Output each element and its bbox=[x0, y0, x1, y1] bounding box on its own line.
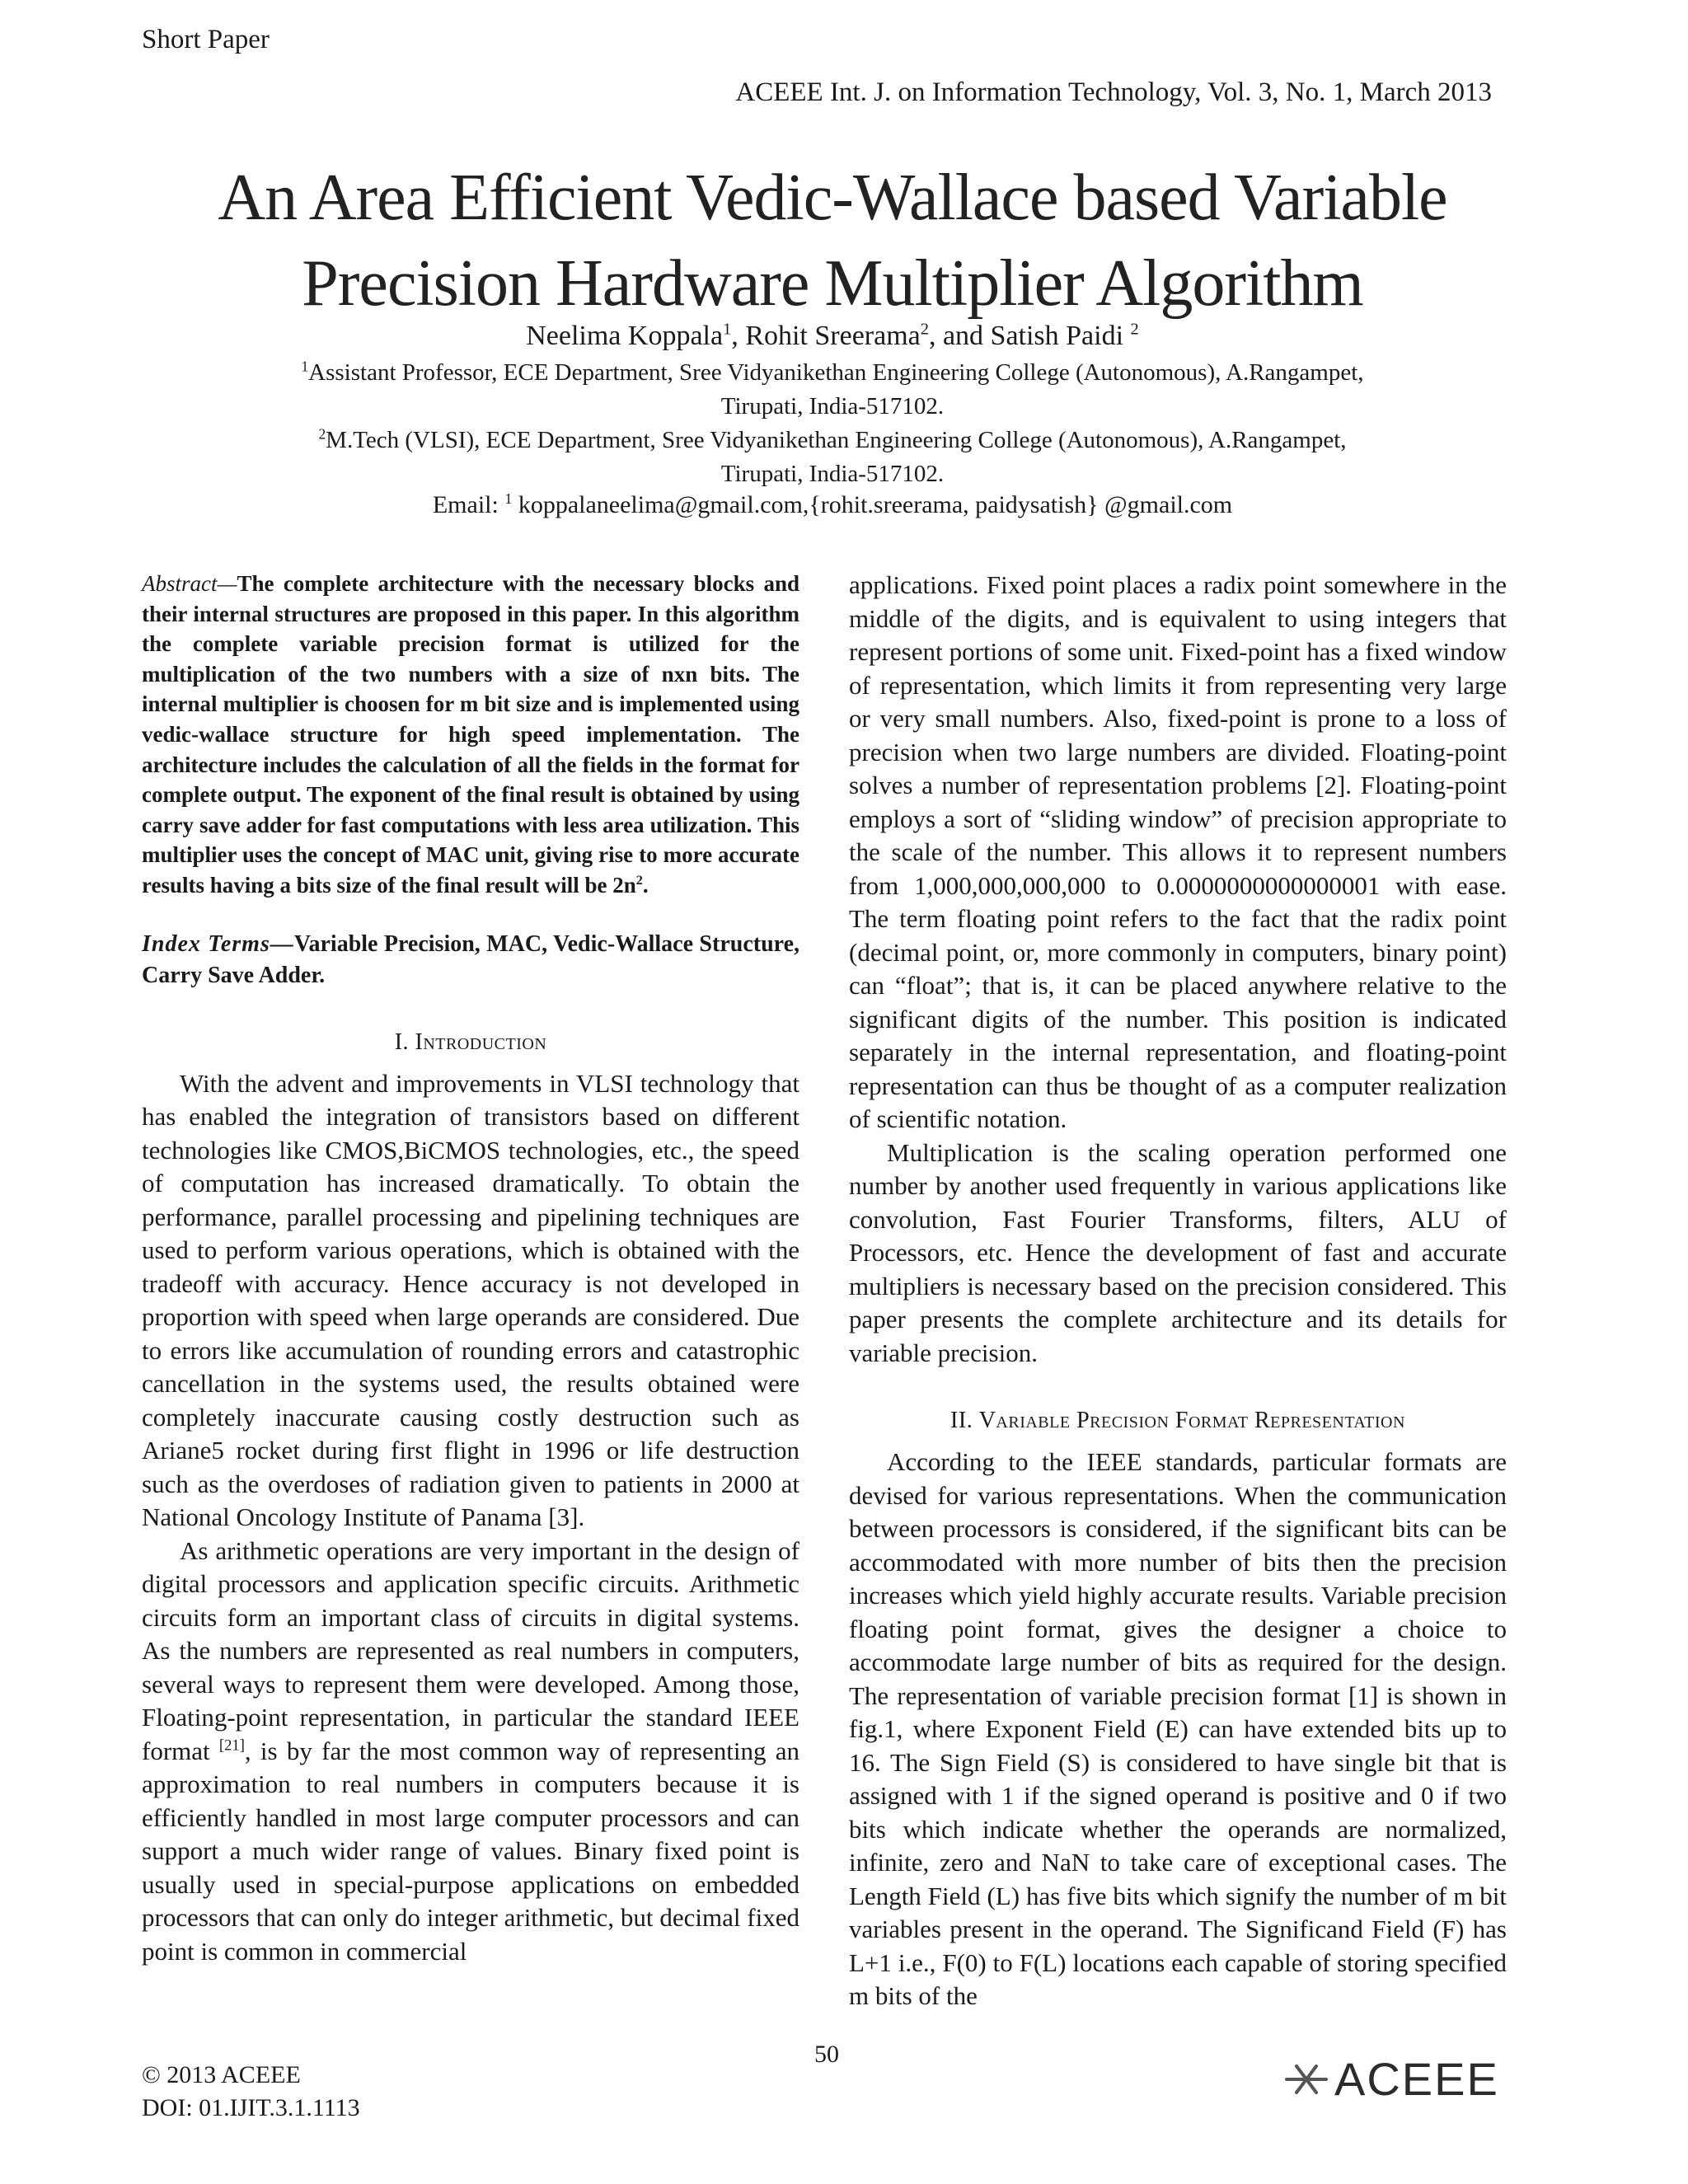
body-paragraph-continued: applications. Fixed point places a radix point somewhere in the middle of the digits, and is equivalent to using integers that represent portions of some unit. Fixed-point has a fixed window of representation, which limits it from representing very large or very small numbers. Also, fixed-point is prone to a loss of precision when two large numbers are divided. Floating-point solves a number of representation problems [2]. Floating-point employs a sort of “sliding window” of precision appropriate to the scale of the number. This allows it to represent numbers from 1,000,000,000,000 to 0.0000000000000001 with ease. The term floating point refers to the fact that the radix point (decimal point, or, more commonly in computers, binary point) can “float”; that is, it can be placed anywhere relative to the significant digits of the number. This position is indicated separately in the internal representation, and floating-point representation can thus be thought of as a computer realization of scientific notation. bbox=[849, 570, 1507, 1133]
citation-ref: [21] bbox=[218, 1736, 245, 1755]
affiliation-2-line-1: M.Tech (VLSI), ECE Department, Sree Vidyanikethan Engineering College (Autonomous), A.Rangampet, bbox=[326, 427, 1347, 453]
section-number: II. bbox=[950, 1408, 979, 1433]
title-line-1: An Area Efficient Vedic-Wallace based Variable bbox=[218, 162, 1447, 234]
intro-paragraph-1: With the advent and improvements in VLSI technology that has enabled the integration of transistors based on different technologies like CMOS,BiCMOS technologies, etc., the speed of computation has increased dramatically. To obtain the performance, parallel processing and pipelining techniques are used to perform various operations, which is obtained with the tradeoff with accuracy. Hence accuracy is not developed in proportion with speed when large operands are considered. Due to errors like accumulation of rounding errors and catastrophic cancellation in the systems used, the results obtained were completely inaccurate causing costly destruction such as Ariane5 rocket during first flight in 1996 or life destruction such as the overdoses of radiation given to patients in 2000 at National Oncology Institute of Panama [3]. bbox=[142, 1068, 799, 1532]
paper-title bbox=[99, 155, 1566, 326]
author-1: Neelima Koppala bbox=[526, 321, 724, 351]
section-heading-introduction bbox=[142, 1029, 799, 1056]
section-title: Variable Precision Format Representation bbox=[978, 1408, 1405, 1433]
index-terms-label: Index Terms— bbox=[142, 930, 294, 957]
doi: DOI: 01.IJIT.3.1.1113 bbox=[142, 2094, 360, 2121]
page-number: 50 bbox=[814, 2041, 839, 2068]
affiliation-1-line-1: Assistant Professor, ECE Department, Sree Vidyanikethan Engineering College (Autonomous), A.Rangampet, bbox=[308, 359, 1364, 386]
email-label: Email: bbox=[432, 491, 499, 518]
section-heading-format bbox=[849, 1408, 1507, 1434]
abstract-period: . bbox=[642, 872, 649, 898]
abstract bbox=[142, 569, 799, 901]
author-3: , and Satish Paidi bbox=[928, 321, 1124, 351]
author-3-affil-mark: 2 bbox=[1130, 320, 1139, 339]
affiliation-2-mark: 2 bbox=[318, 425, 326, 443]
right-column bbox=[849, 569, 1507, 2013]
section-title: Introduction bbox=[415, 1029, 547, 1055]
paper-category: Short Paper bbox=[142, 25, 270, 54]
affiliation-1-line-2: Tirupati, India-517102. bbox=[720, 393, 945, 419]
intro-paragraph-2-part-1: As arithmetic operations are very important in the design of digital processors and application specific circuits. Arithmetic circuits form an important class of circuits in digital systems. As the numbers are represented as real numbers in computers, several ways to represent them were developed. Among those, Floating-point representation, in particular the standard IEEE format bbox=[142, 1535, 799, 1765]
section-number: I. bbox=[394, 1029, 415, 1055]
title-line-2: Precision Hardware Multiplier Algorithm bbox=[302, 247, 1363, 320]
intro-paragraph-2 bbox=[142, 1535, 799, 1969]
affiliation-1-mark: 1 bbox=[301, 358, 309, 375]
email-affil-mark: 1 bbox=[504, 490, 513, 507]
copyright: © 2013 ACEEE bbox=[142, 2061, 301, 2088]
index-terms bbox=[142, 929, 799, 991]
aceee-logo bbox=[1280, 2052, 1499, 2106]
affiliation-2 bbox=[181, 424, 1484, 491]
abstract-body: The complete architecture with the necessary blocks and their internal structures are proposed in this paper. In this algorithm the complete variable precision format is utilized for the multiplication of the two numbers with a size of nxn bits. The internal multiplier is choosen for m bit size and is implemented using vedic-wallace structure for high speed implementation. The architecture includes the calculation of all the fields in the format for complete output. The exponent of the final result is obtained by using carry save adder for fast computations with less area utilization. This multiplier uses the concept of MAC unit, giving rise to more accurate results having a bits size of the final result will be 2n bbox=[142, 571, 799, 898]
affiliation-2-line-2: Tirupati, India-517102. bbox=[720, 461, 945, 487]
author-1-affil-mark: 1 bbox=[723, 320, 732, 339]
left-column bbox=[142, 569, 799, 1968]
affiliation-1 bbox=[181, 356, 1484, 424]
abstract-label: Abstract— bbox=[142, 571, 237, 596]
intro-paragraph-2-part-2: , is by far the most common way of representing an approximation to real numbers in computers because it is efficiently handled in most large computer processors and can support a much wider range of values. Binary fixed point is usually used in special-purpose applications on embedded processors that can only do integer arithmetic, but decimal fixed point is common in commercial bbox=[142, 1736, 799, 1966]
abstract-exponent: 2 bbox=[635, 872, 643, 888]
star-logo-icon bbox=[1280, 2060, 1329, 2099]
journal-citation: ACEEE Int. J. on Information Technology, Vol. 3, No. 1, March 2013 bbox=[735, 77, 1492, 107]
author-email bbox=[99, 488, 1566, 523]
author-2: , Rohit Sreerama bbox=[731, 321, 921, 351]
index-terms-body: Variable Precision, MAC, Vedic-Wallace Structure, Carry Save Adder. bbox=[142, 930, 799, 988]
footer-info bbox=[142, 2059, 360, 2125]
body-paragraph-multiplication: Multiplication is the scaling operation performed one number by another used frequently in various applications like convolution, Fast Fourier Transforms, filters, ALU of Processors, etc. Hence the development of fast and accurate multipliers is necessary based on the precision considered. This paper presents the complete architecture and its details for variable precision. bbox=[849, 1137, 1507, 1367]
author-2-affil-mark: 2 bbox=[920, 320, 929, 339]
author-list bbox=[99, 318, 1566, 354]
body-paragraph-format: According to the IEEE standards, particular formats are devised for various representations. When the communication between processors is considered, if the significant bits can be accommodated with more number of bits then the precision increases which yield highly accurate results. Variable precision floating point format, gives the designer a choice to accommodate large number of bits as required for the design. The representation of variable precision format [1] is shown in fig.1, where Exponent Field (E) can have extended bits up to 16. The Sign Field (S) is considered to have single bit that is assigned with 1 if the signed operand is positive and 0 if two bits which indicate whether the operands are normalized, infinite, zero and NaN to take care of exceptional cases. The Length Field (L) has five bits which signify the number of m bit variables present in the operand. The Significand Field (F) has L+1 i.e., F(0) to F(L) locations each capable of storing specified m bits of the bbox=[849, 1447, 1507, 2010]
logo-text: ACEEE bbox=[1334, 2053, 1499, 2105]
email-address[interactable]: koppalaneelima@gmail.com,{rohit.sreerama, paidysatish} @gmail.com bbox=[518, 491, 1233, 518]
